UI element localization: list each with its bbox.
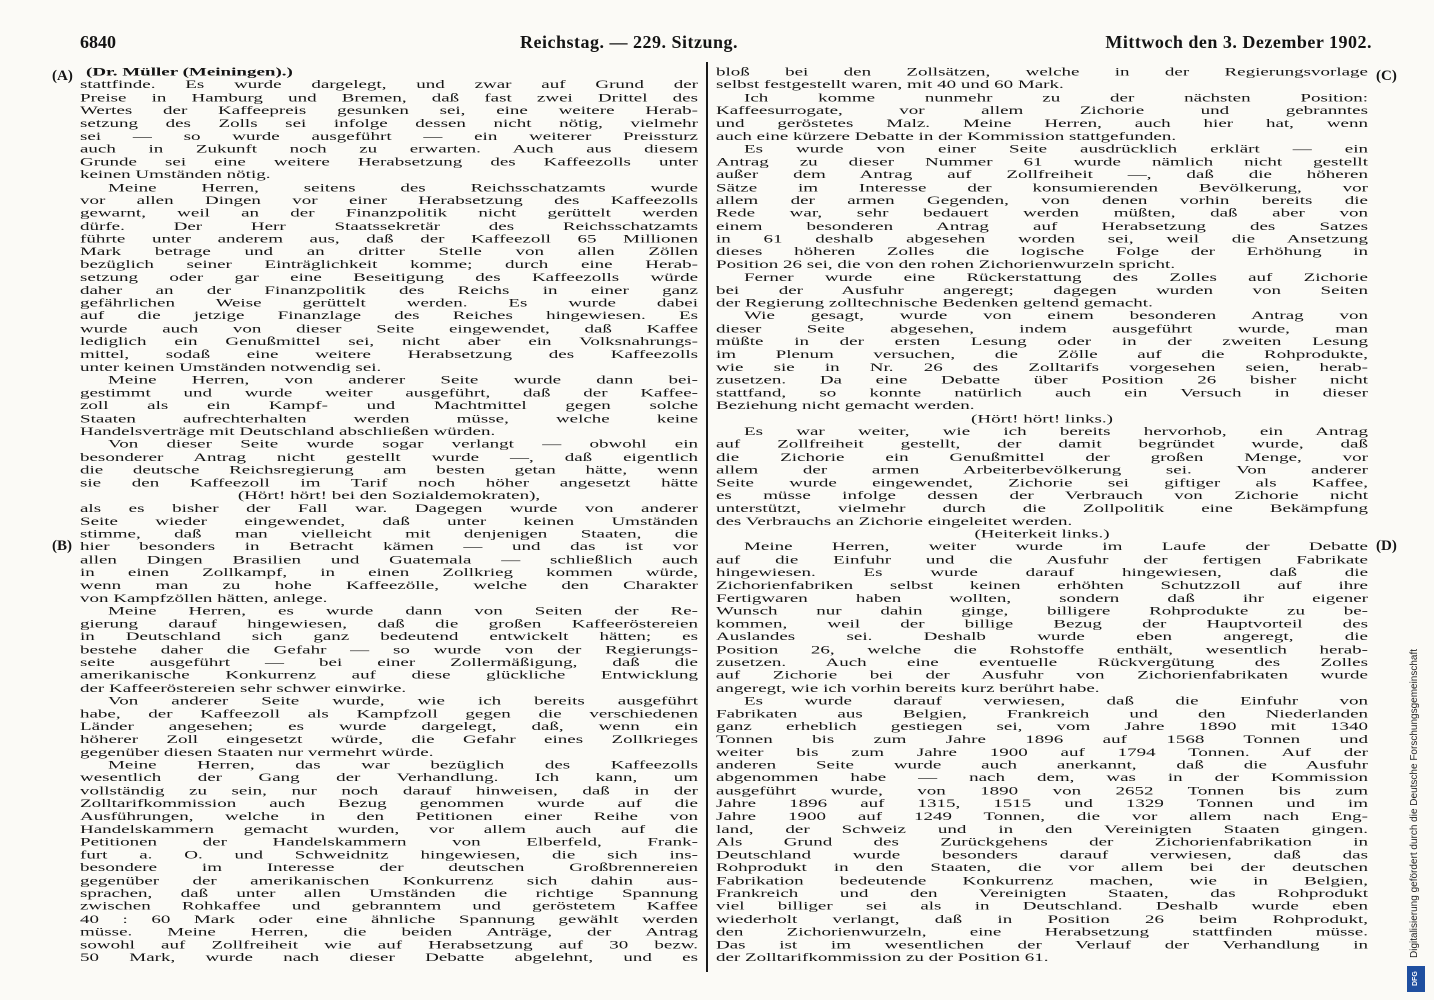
- text-line: (Hört! hört! links.): [971, 412, 1113, 426]
- text-line: müsse. Meine Herren, die beiden Anträge, der Antrag: [80, 925, 698, 939]
- text-line: daher an der Finanzpolitik des Reichs in einer ganz: [80, 284, 698, 297]
- paragraph-continuation: [80, 79, 698, 182]
- text-line: auch in Zukunft noch zu erwarten. Auch aus diesem: [80, 143, 698, 156]
- text-line: Rede war, sehr bedauert werden müßten, daß aber von: [716, 207, 1368, 220]
- text-line: Von anderer Seite wurde, wie ich bereits ausgeführt: [108, 694, 698, 708]
- text-line: Petitionen der Handelskammern von Elberfeld, Frank-: [80, 836, 698, 849]
- paragraph: [80, 759, 698, 964]
- text-line: der Regierung zolltechnische Bedenken geltend gemacht.: [716, 297, 1153, 310]
- paragraph: [716, 143, 1368, 271]
- text-line: stattfinde. Es wurde dargelegt, und zwar auf Grund der: [80, 78, 698, 92]
- text-line: dürfe. Der Herr Staatssekretär des Reichsschatzamts: [80, 220, 698, 233]
- text-line: 40 : 60 Mark oder eine ähnliche Spannung gewählt werden: [80, 913, 698, 926]
- text-line: Ich komme nunmehr zu der nächsten Position:: [744, 91, 1368, 105]
- text-line: Jahre 1900 auf 1249 Tonnen, die vor allem nach Eng-: [716, 810, 1368, 823]
- text-line: der Kaffeeröstereien sehr schwer einwirke.: [80, 682, 407, 695]
- text-line: und geröstetes Malz. Meine Herren, auch hier hat, wenn: [716, 117, 1368, 130]
- text-line: wesentlich der Gang der Verhandlung. Ich kann, um: [80, 771, 698, 785]
- text-line: Deutschland wurde besonders darauf verwiesen, daß das: [716, 848, 1368, 862]
- text-line: amerikanische Konkurrenz auf diese glückliche Entwicklung: [80, 669, 698, 682]
- text-line: dieser Seite abgesehen, indem ausgeführt wurde, man: [716, 322, 1368, 336]
- text-line: zusetzen. Auch eine eventuelle Rückvergütung des Zolles: [716, 656, 1368, 669]
- text-line: (Heiterkeit links.): [974, 528, 1110, 541]
- text-line: selbst festgestellt waren, mit 40 und 60 Mark.: [716, 78, 1064, 92]
- text-line: ausgeführt wurde, von 1890 von 2652 Tonnen bis zum: [716, 784, 1368, 798]
- text-line: Handelsverträge mit Deutschland abschließen würden.: [80, 425, 496, 438]
- text-line: abgenommen habe — nach dem, was in der Kommission: [716, 771, 1368, 785]
- text-line: führte unter anderem aus, daß der Kaffeezoll 65 Millionen: [80, 232, 698, 246]
- text-line: zusetzen. Da eine Debatte über Position 26 bisher nicht: [716, 374, 1368, 387]
- paragraph: [716, 310, 1368, 413]
- text-line: Es wurde von einer Seite ausdrücklich erklärt — ein: [744, 143, 1368, 156]
- paragraph: [80, 438, 698, 489]
- text-line: Als Grund des Zurückgehens der Zichorienfabrikation in: [716, 836, 1368, 849]
- margin-mark-b: (B): [52, 538, 72, 554]
- text-line: Meine Herren, es wurde dann von Seiten der Re-: [108, 605, 698, 618]
- text-line: Wertes der Kaffeepreis gesunken sei, eine weitere Herab-: [80, 104, 698, 118]
- text-line: Jahre 1896 auf 1315, 1515 und 1329 Tonnen und im: [716, 797, 1368, 811]
- text-line: Wie gesagt, wurde von einem besonderen Antrag von: [744, 309, 1368, 323]
- text-line: Preise in Hamburg und Bremen, daß fast zwei Drittel des: [80, 91, 698, 105]
- paragraph: [80, 374, 698, 438]
- text-line: sprachen, daß unter allen Umständen die richtige Spannung: [80, 887, 698, 901]
- text-line: Rohprodukt in den Staaten, die vor allem bei der deutschen: [716, 861, 1368, 875]
- paragraph: [716, 92, 1368, 143]
- stage-direction: [80, 490, 698, 503]
- text-line: wurde auch von dieser Seite eingewendet, daß Kaffee: [80, 322, 698, 336]
- paragraph: [716, 271, 1368, 310]
- paragraph: [716, 695, 1368, 965]
- text-line: weiter bis zum Jahre 1900 auf 1794 Tonnen. Auf der: [716, 746, 1368, 759]
- text-line: lediglich ein Genußmittel sei, nicht aber ein Volksnahrungs-: [80, 335, 698, 349]
- text-line: höherer Zoll eingesetzt würde, die Gefahr eines Zollkrieges: [80, 733, 698, 746]
- text-line: gegenüber diesen Staaten nur vermehrt würde.: [80, 746, 434, 759]
- text-line: stattfand, so konnte natürlich auch ein Versuch in dieser: [716, 386, 1368, 400]
- text-line: Fabrikation bedeutende Konkurrenz machen, wie in Belgien,: [716, 874, 1368, 888]
- text-line: bloß bei den Zollsätzen, welche in der Regierungsvorlage: [716, 66, 1368, 79]
- text-line: wiederholt verlangt, daß in Position 26 beim Rohprodukt,: [716, 913, 1368, 926]
- text-line: gierung darauf hingewiesen, daß die großen Kaffeeröstereien: [80, 617, 698, 631]
- text-line: anderen Seite wurde auch anerkannt, daß die Ausfuhr: [716, 759, 1368, 772]
- page-number: 6840: [80, 32, 116, 52]
- text-line: Meine Herren, seitens des Reichsschatzamts wurde: [108, 181, 698, 195]
- text-line: ganz erheblich gestiegen sei, vom Jahre 1890 mit 1340: [716, 720, 1368, 734]
- text-line: Meine Herren, das war bezüglich des Kaffeezolls: [108, 759, 698, 772]
- session-date: Mittwoch den 3. Dezember 1902.: [1105, 32, 1372, 52]
- right-column-text: [716, 66, 1368, 964]
- running-title: Reichstag. — 229. Sitzung.: [520, 32, 739, 52]
- text-line: Beziehung nicht gemacht werden.: [716, 399, 975, 413]
- text-line: hier besonders in Betracht kämen — und das ist vor: [80, 540, 698, 554]
- text-line: von Kampfzöllen hätten, anlege.: [80, 592, 328, 605]
- text-line: Position 26 sei, die von den rohen Zichorienwurzeln spricht.: [716, 258, 1176, 272]
- margin-mark-d: (D): [1376, 538, 1397, 554]
- text-line: Fabrikaten aus Belgien, Frankreich und den Niederlanden: [716, 707, 1368, 721]
- stage-direction: [716, 528, 1368, 541]
- text-line: die deutsche Reichsregierung am besten getan hätte, wenn: [80, 463, 698, 477]
- text-line: Mark betrage und an dritter Stelle von allen Zöllen: [80, 245, 698, 259]
- paragraph: [716, 541, 1368, 695]
- text-line: stimme, daß man vielleicht mit denjenigen Staaten, die: [80, 528, 698, 541]
- text-line: bei der Ausfuhr angeregt; dagegen wurden von Seiten: [716, 284, 1368, 297]
- text-line: mittel, sodaß eine weitere Herabsetzung des Kaffeezolls: [80, 348, 698, 361]
- text-line: auf Zollfreiheit gestellt, der damit begründet wurde, daß: [716, 438, 1368, 451]
- text-line: 50 Mark, wurde nach dieser Debatte abgelehnt, und es: [80, 951, 698, 965]
- text-line: Staaten aufrechterhalten werden müsse, welche keine: [80, 412, 698, 426]
- text-line: Grunde sei eine weitere Herabsetzung des Kaffeezolls unter: [80, 155, 698, 169]
- text-line: gestimmt und wurde weiter ausgeführt, daß der Kaffee-: [80, 386, 698, 400]
- text-line: Position 26, welche die Rohstoffe enthält, wesentlich herab-: [716, 643, 1368, 657]
- text-line: der Zolltarifkommission zu der Position 61.: [716, 951, 1049, 965]
- text-line: außer dem Antrag auf Zollfreiheit —, daß die höheren: [716, 168, 1368, 182]
- paragraph: [80, 695, 698, 759]
- text-line: Zolltarifkommission auch Bezug genommen wurde auf die: [80, 797, 698, 811]
- text-line: besonderer Antrag nicht gestellt wurde —, daß eigentlich: [80, 451, 698, 464]
- text-line: gewarnt, weil an der Finanzpolitik nicht gerüttelt werden: [80, 207, 698, 220]
- text-line: zoll als ein Kampf- und Machtmittel gegen solche: [80, 399, 698, 413]
- text-line: vor allen Dingen vor einer Herabsetzung des Kaffeezolls: [80, 194, 698, 207]
- column-divider: [706, 62, 708, 972]
- text-line: Länder angesehen; es wurde dargelegt, daß, wenn ein: [80, 720, 698, 734]
- text-line: keinen Umständen nötig.: [80, 168, 271, 182]
- text-line: Wunsch nur dahin ginge, billigere Rohprodukte zu be-: [716, 605, 1368, 618]
- text-line: es müsse infolge dessen der Verbrauch von Zichorie nicht: [716, 489, 1368, 503]
- text-line: Ferner wurde eine Rückerstattung des Zolles auf Zichorie: [744, 271, 1368, 284]
- digitization-credit: Digitalisierung gefördert durch die Deutsche Forschungsgemeinschaft: [1409, 648, 1420, 958]
- text-line: Meine Herren, von anderer Seite wurde dann bei-: [108, 374, 698, 387]
- text-line: in einen Zollkampf, in einen Zollkrieg kommen würde,: [80, 566, 698, 580]
- text-line: zwischen Rohkaffee und gebranntem und geröstetem Kaffee: [80, 900, 698, 913]
- speaker-heading: [80, 66, 698, 79]
- page-header: [80, 28, 1372, 56]
- text-line: einem besonderen Antrag auf Herabsetzung des Satzes: [716, 220, 1368, 233]
- text-line: Fertigwaren haben wollten, sondern daß ihr eigener: [716, 592, 1368, 605]
- text-line: die Zichorie ein Genußmittel der großen Menge, vor: [716, 451, 1368, 464]
- text-line: unterstützt, vielmehr durch die Zollpolitik eine Bekämpfung: [716, 502, 1368, 515]
- text-line: Es wurde darauf verwiesen, daß die Einfuhr von: [744, 694, 1368, 708]
- text-line: auf die Einfuhr und die Ausfuhr der fertigen Fabrikate: [716, 553, 1368, 567]
- text-line: dieses höheren Zolles die logische Folge der Erhöhung in: [716, 245, 1368, 259]
- paragraph: [716, 425, 1368, 528]
- paragraph: [80, 182, 698, 375]
- text-line: Meine Herren, weiter wurde im Laufe der Debatte: [744, 540, 1368, 554]
- text-line: furt a. O. und Schweidnitz hingewiesen, die sich ins-: [80, 848, 698, 862]
- text-line: wie sie in Nr. 26 des Zolltarifs vorgesehen seien, herab-: [716, 361, 1368, 374]
- text-line: allem der armen Gegenden, von denen vorhin bereits die: [716, 194, 1368, 207]
- text-line: seite ausgeführt — bei einer Zollermäßigung, daß die: [80, 656, 698, 669]
- text-line: Ausführungen, welche in den Petitionen einer Reihe von: [80, 810, 698, 823]
- text-line: gegenüber der amerikanischen Konkurrenz sich dahin aus-: [80, 874, 698, 888]
- text-line: (Dr. Müller (Meiningen).): [86, 66, 293, 79]
- text-line: Das ist im wesentlichen der Verlauf der Verhandlung in: [716, 938, 1368, 952]
- text-line: viel billiger sei als in Deutschland. Deshalb wurde eben: [716, 900, 1368, 913]
- text-line: wenn man zu hohe Kaffeezölle, welche den Charakter: [80, 579, 698, 592]
- text-line: den Zichorienwurzeln, eine Herabsetzung stattfinden müsse.: [716, 925, 1368, 939]
- text-line: setzung des Zolls sei infolge dessen nicht nötig, vielmehr: [80, 117, 698, 130]
- text-line: müßte in der ersten Lesung oder in der zweiten Lesung: [716, 335, 1368, 349]
- text-line: auf die jetzige Finanzlage des Reiches hingewiesen. Es: [80, 309, 698, 323]
- text-line: in 61 deshalb abgesehen worden sei, weil die Ansetzung: [716, 232, 1368, 246]
- text-line: land, der Schweiz und in den Vereinigten Staaten gingen.: [716, 823, 1368, 836]
- text-line: bezüglich seiner Einträglichkeit komme; durch eine Herab-: [80, 258, 698, 272]
- text-line: unter keinen Umständen notwendig sei.: [80, 361, 382, 374]
- text-line: gefährlichen Weise gerüttelt werden. Es wurde dabei: [80, 297, 698, 310]
- text-line: Sätze im Interesse der konsumierenden Bevölkerung, vor: [716, 181, 1368, 195]
- right-text-column: [716, 66, 1368, 970]
- text-line: Handelskammern gemacht wurden, vor allem auch auf die: [80, 823, 698, 836]
- stage-direction: [716, 413, 1368, 426]
- text-line: auch eine kürzere Debatte in der Kommission stattgefunden.: [716, 130, 1177, 143]
- margin-mark-a: (A): [52, 68, 73, 84]
- text-line: Auslandes sei. Deshalb wurde eben angeregt, die: [716, 630, 1368, 644]
- text-line: Zichorienfabriken selbst keinen erhöhten Schutzzoll auf ihre: [716, 579, 1368, 592]
- text-line: hingewiesen. Es wurde darauf hingewiesen, daß die: [716, 566, 1368, 580]
- text-line: allen Dingen Brasilien und Guatemala — schließlich auch: [80, 553, 698, 567]
- text-line: Antrag zu dieser Nummer 61 wurde nämlich nicht gestellt: [716, 155, 1368, 169]
- text-line: sie den Kaffeezoll im Tarif noch höher angesetzt hätte: [80, 476, 698, 490]
- text-line: besondere im Interesse der deutschen Großbrennereien: [80, 861, 698, 875]
- paragraph-continuation: [80, 502, 698, 605]
- paragraph-continuation: [716, 66, 1368, 92]
- left-text-column: [80, 66, 698, 970]
- text-line: des Verbrauchs an Zichorie eingeleitet werden.: [716, 515, 1073, 528]
- text-line: in Deutschland sich ganz bedeutend entwickelt hätten; es: [80, 630, 698, 644]
- text-line: Tonnen bis zum Jahre 1896 auf 1568 Tonnen und: [716, 733, 1368, 746]
- text-line: als es bisher der Fall war. Dagegen wurde von anderer: [80, 502, 698, 515]
- text-line: allem der armen Arbeiterbevölkerung sei. Von anderer: [716, 463, 1368, 477]
- text-line: setzung oder gar eine Beseitigung des Kaffeezolls würde: [80, 271, 698, 284]
- paragraph: [80, 605, 698, 695]
- text-line: Seite wurde eingewendet, Zichorie sei giftiger als Kaffee,: [716, 476, 1368, 490]
- text-line: bestehe daher die Gefahr — so wurde von der Regierungs-: [80, 643, 698, 657]
- dfg-logo: DFG: [1407, 966, 1425, 992]
- text-line: Kaffeesurrogate, vor allem Zichorie und gebranntes: [716, 104, 1368, 118]
- text-line: Seite wieder eingewendet, daß unter keinen Umständen: [80, 515, 698, 528]
- text-line: kommen, weil der billige Bezug der Hauptvorteil des: [716, 617, 1368, 631]
- text-line: (Hört! hört! bei den Sozialdemokraten),: [237, 489, 541, 503]
- left-column-text: [80, 66, 698, 964]
- text-line: auf Zichorie bei der Ausfuhr von Zichorienfabrikaten wurde: [716, 669, 1368, 682]
- text-line: sowohl auf Zollfreiheit wie auf Herabsetzung auf 30 bezw.: [80, 938, 698, 952]
- text-line: Es war weiter, wie ich bereits hervorhob, ein Antrag: [744, 425, 1368, 438]
- text-line: Frankreich und den Vereinigten Staaten, das Rohprodukt: [716, 887, 1368, 901]
- margin-mark-c: (C): [1376, 68, 1397, 84]
- text-line: Von dieser Seite wurde sogar verlangt — obwohl ein: [108, 438, 698, 451]
- text-line: im Plenum versuchen, die Zölle auf die Rohprodukte,: [716, 348, 1368, 361]
- text-line: sei — so wurde ausgeführt — ein weiterer Preissturz: [80, 130, 698, 143]
- text-line: vollständig zu sein, nur noch darauf hinweisen, daß in der: [80, 784, 698, 798]
- text-line: habe, der Kaffeezoll als Kampfzoll gegen die verschiedenen: [80, 707, 698, 721]
- text-line: angeregt, wie ich vorhin bereits kurz berührt habe.: [716, 682, 1100, 695]
